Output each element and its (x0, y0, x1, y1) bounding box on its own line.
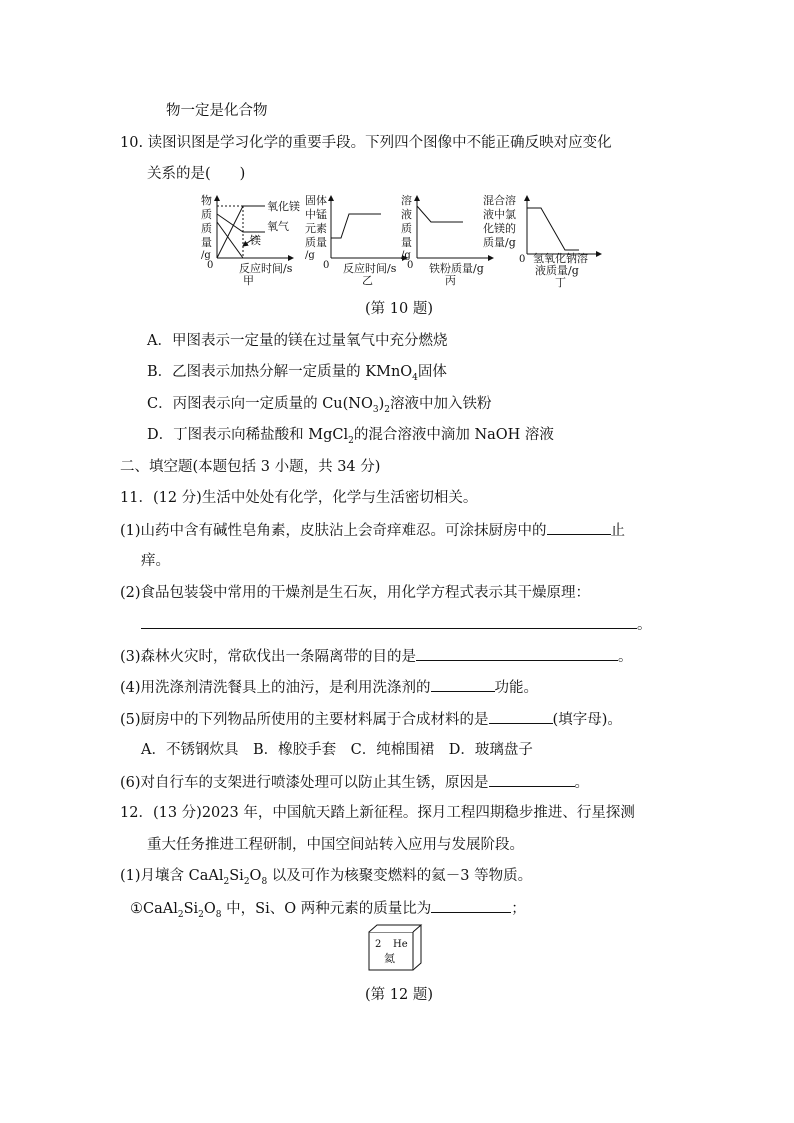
q11-part4-blank[interactable] (431, 677, 495, 692)
q11-part5-end: (填字母)。 (552, 712, 622, 728)
q10-option-a: A．甲图表示一定量的镁在过量氧气中充分燃烧 (147, 333, 448, 349)
q11-part3-blank[interactable] (416, 646, 618, 661)
q12-subpart1-end: ； (511, 901, 526, 917)
section-heading: 二、填空题(本题包括 3 小题，共 34 分) (120, 459, 381, 475)
jia-xlabel: 反应时间/s (239, 262, 293, 275)
q12-subpart1-blank[interactable] (431, 898, 511, 913)
q11-part6-blank[interactable] (489, 772, 575, 787)
jia-ylabel-5: /g (201, 250, 211, 261)
q12-subpart1 (130, 898, 526, 919)
q11-part3-text: (3)森林火灾时，常砍伐出一条隔离带的目的是 (120, 649, 417, 665)
q10-option-b-text: B．乙图表示加热分解一定质量的 KMnO (147, 364, 413, 380)
q11-part4-end: 功能。 (494, 680, 539, 696)
q11-part6-text: (6)对自行车的支架进行喷漆处理可以防止其生锈，原因是 (120, 775, 489, 791)
q11-part2-period: 。 (637, 617, 652, 633)
jia-ylabel-4: 量 (201, 236, 212, 249)
q10-option-b (147, 362, 447, 382)
jia-line-o2 (217, 214, 265, 232)
q10-figure-caption: (第 10 题) (365, 301, 433, 317)
bing-ylabel-3: 质 (401, 222, 412, 235)
q10-option-c-mid: ) (378, 396, 385, 412)
ding-ylabel-3: 化镁的 (483, 222, 516, 235)
ding-origin: 0 (519, 254, 526, 265)
q11-part5-blank[interactable] (489, 709, 553, 724)
q11-part4 (120, 677, 538, 698)
q12-subpart1-sub2: 2 (198, 909, 204, 920)
jia-ylabel-3: 质 (201, 222, 212, 235)
q12-subpart1-o: O (203, 901, 216, 917)
q12-stem-line2: 重大任务推进工程研制，中国空间站转入应用与发展阶段。 (147, 837, 524, 853)
q11-part1-end: 止 (610, 523, 626, 539)
q12-figure-caption: (第 12 题) (365, 987, 433, 1003)
q11-part1-blank[interactable] (547, 520, 611, 535)
q12-part1-si: Si (229, 868, 244, 884)
helium-atomic-number: 2 (375, 939, 382, 950)
yi-ylabel-3: 元素 (305, 222, 327, 235)
yi-xlabel: 反应时间/s (343, 262, 397, 275)
q10-figure (195, 192, 605, 290)
q10-stem-text: 读图识图是学习化学的重要手段。下列四个图像中不能正确反映对应变化 (147, 135, 612, 151)
q10-option-c-sub2: 2 (384, 404, 391, 415)
yi-caption: 乙 (362, 274, 373, 287)
q10-option-c-end: 溶液中加入铁粉 (390, 396, 492, 412)
q10-option-c-sub1: 3 (372, 404, 379, 415)
q10-option-b-sub: 4 (412, 372, 418, 383)
chart-yi (305, 193, 407, 287)
q10-stem-line2: 关系的是( ) (147, 166, 246, 182)
ding-ylabel-2: 液中氯 (483, 208, 516, 221)
q11-part3-period: 。 (618, 649, 633, 665)
q11-part6-period: 。 (574, 775, 590, 791)
ding-xlabel-2: 液质量/g (535, 264, 579, 277)
q10-option-d-end: 的混合溶液中滴加 NaOH 溶液 (353, 427, 554, 443)
q12-subpart1-question: 中，Si、O 两种元素的质量比为 (221, 901, 432, 917)
jia-series-mgo: 氧化镁 (267, 200, 300, 213)
ding-ylabel-1: 混合溶 (483, 194, 516, 207)
q10-option-d-sub: 2 (348, 435, 354, 446)
q12-part1-o: O (249, 868, 262, 884)
yi-ylabel-5: /g (305, 250, 315, 261)
carry-over-text: 物一定是化合物 (166, 103, 268, 119)
chart-bing (401, 193, 493, 287)
q11-part3 (120, 646, 633, 667)
helium-element-card (366, 923, 430, 973)
q11-part1-continued: 痒。 (141, 553, 170, 569)
q11-part2-answer-line (141, 614, 652, 635)
chart-jia (201, 193, 300, 287)
jia-line-mg (217, 222, 243, 258)
q12-part1-sub3: 8 (261, 876, 268, 887)
ding-xlabel-1: 氢氧化钠溶 (533, 252, 588, 265)
yi-ylabel-4: 质量 (305, 236, 327, 249)
q12-part1-sub2: 2 (243, 876, 250, 887)
yi-ylabel-1: 固体 (305, 194, 327, 207)
jia-series-mg: 镁 (250, 234, 261, 247)
bing-line (417, 206, 463, 222)
q10-stem-line1 (120, 133, 612, 153)
jia-caption: 甲 (243, 274, 254, 287)
jia-ylabel-1: 物 (201, 194, 212, 207)
q10-option-c (147, 394, 492, 414)
bing-ylabel-2: 液 (401, 208, 412, 221)
ding-line (527, 208, 579, 250)
helium-name: 氦 (384, 952, 395, 965)
jia-origin: 0 (207, 260, 214, 271)
q10-option-c-text: C．丙图表示向一定质量的 Cu(NO (147, 396, 373, 412)
q12-subpart1-sub1: 2 (177, 909, 184, 920)
yi-ylabel-2: 中锰 (305, 208, 327, 221)
bing-ylabel-4: 量 (401, 236, 412, 249)
bing-xlabel: 铁粉质量/g (429, 262, 484, 275)
bing-ylabel-1: 溶 (401, 194, 412, 207)
q12-part1-end: 以及可作为核聚变燃料的氦－3 等物质。 (267, 868, 533, 884)
q11-part1-text: (1)山药中含有碱性皂角素，皮肤沾上会奇痒难忍。可涂抹厨房中的 (120, 523, 547, 539)
q11-part5 (120, 709, 622, 730)
q12-part1-sub1: 2 (223, 876, 230, 887)
q12-stem-line1: 12．(13 分)2023 年，中国航天踏上新征程。探月工程四期稳步推进、行星探测 (120, 805, 635, 821)
q11-part5-options: A．不锈钢炊具 B．橡胶手套 C．纯棉围裙 D．玻璃盘子 (141, 742, 533, 758)
q10-option-d-text: D．丁图表示向稀盐酸和 MgCl (147, 427, 349, 443)
chart-ding (483, 193, 601, 289)
q10-option-d (147, 425, 554, 445)
q10-number: 10. (120, 135, 144, 151)
q11-part6 (120, 772, 589, 793)
bing-caption: 丙 (445, 274, 456, 287)
q11-part1 (120, 520, 625, 541)
ding-ylabel-4: 质量/g (483, 236, 516, 249)
q11-part2: (2)食品包装袋中常用的干燥剂是生石灰，用化学方程式表示其干燥原理： (120, 585, 591, 601)
q12-subpart1-sub3: 8 (215, 909, 222, 920)
ding-caption: 丁 (555, 276, 566, 289)
q12-part1 (120, 866, 532, 886)
bing-ylabel-5: /g (401, 250, 411, 261)
bing-origin: 0 (407, 260, 414, 271)
jia-ylabel-2: 质 (201, 208, 212, 221)
yi-line (331, 214, 381, 238)
yi-origin: 0 (323, 260, 330, 271)
q11-part4-text: (4)用洗涤剂清洗餐具上的油污，是利用洗涤剂的 (120, 680, 431, 696)
jia-series-o2: 氧气 (267, 220, 289, 233)
q11-stem: 11．(12 分)生活中处处有化学，化学与生活密切相关。 (120, 490, 478, 506)
q12-subpart1-text: ①CaAl (130, 901, 178, 917)
q11-part5-text: (5)厨房中的下列物品所使用的主要材料属于合成材料的是 (120, 712, 489, 728)
q10-option-b-end: 固体 (417, 364, 447, 380)
q11-part2-blank[interactable] (141, 614, 637, 629)
q12-subpart1-si: Si (183, 901, 199, 917)
q12-part1-text: (1)月壤含 CaAl (120, 868, 224, 884)
helium-symbol: He (393, 939, 408, 950)
